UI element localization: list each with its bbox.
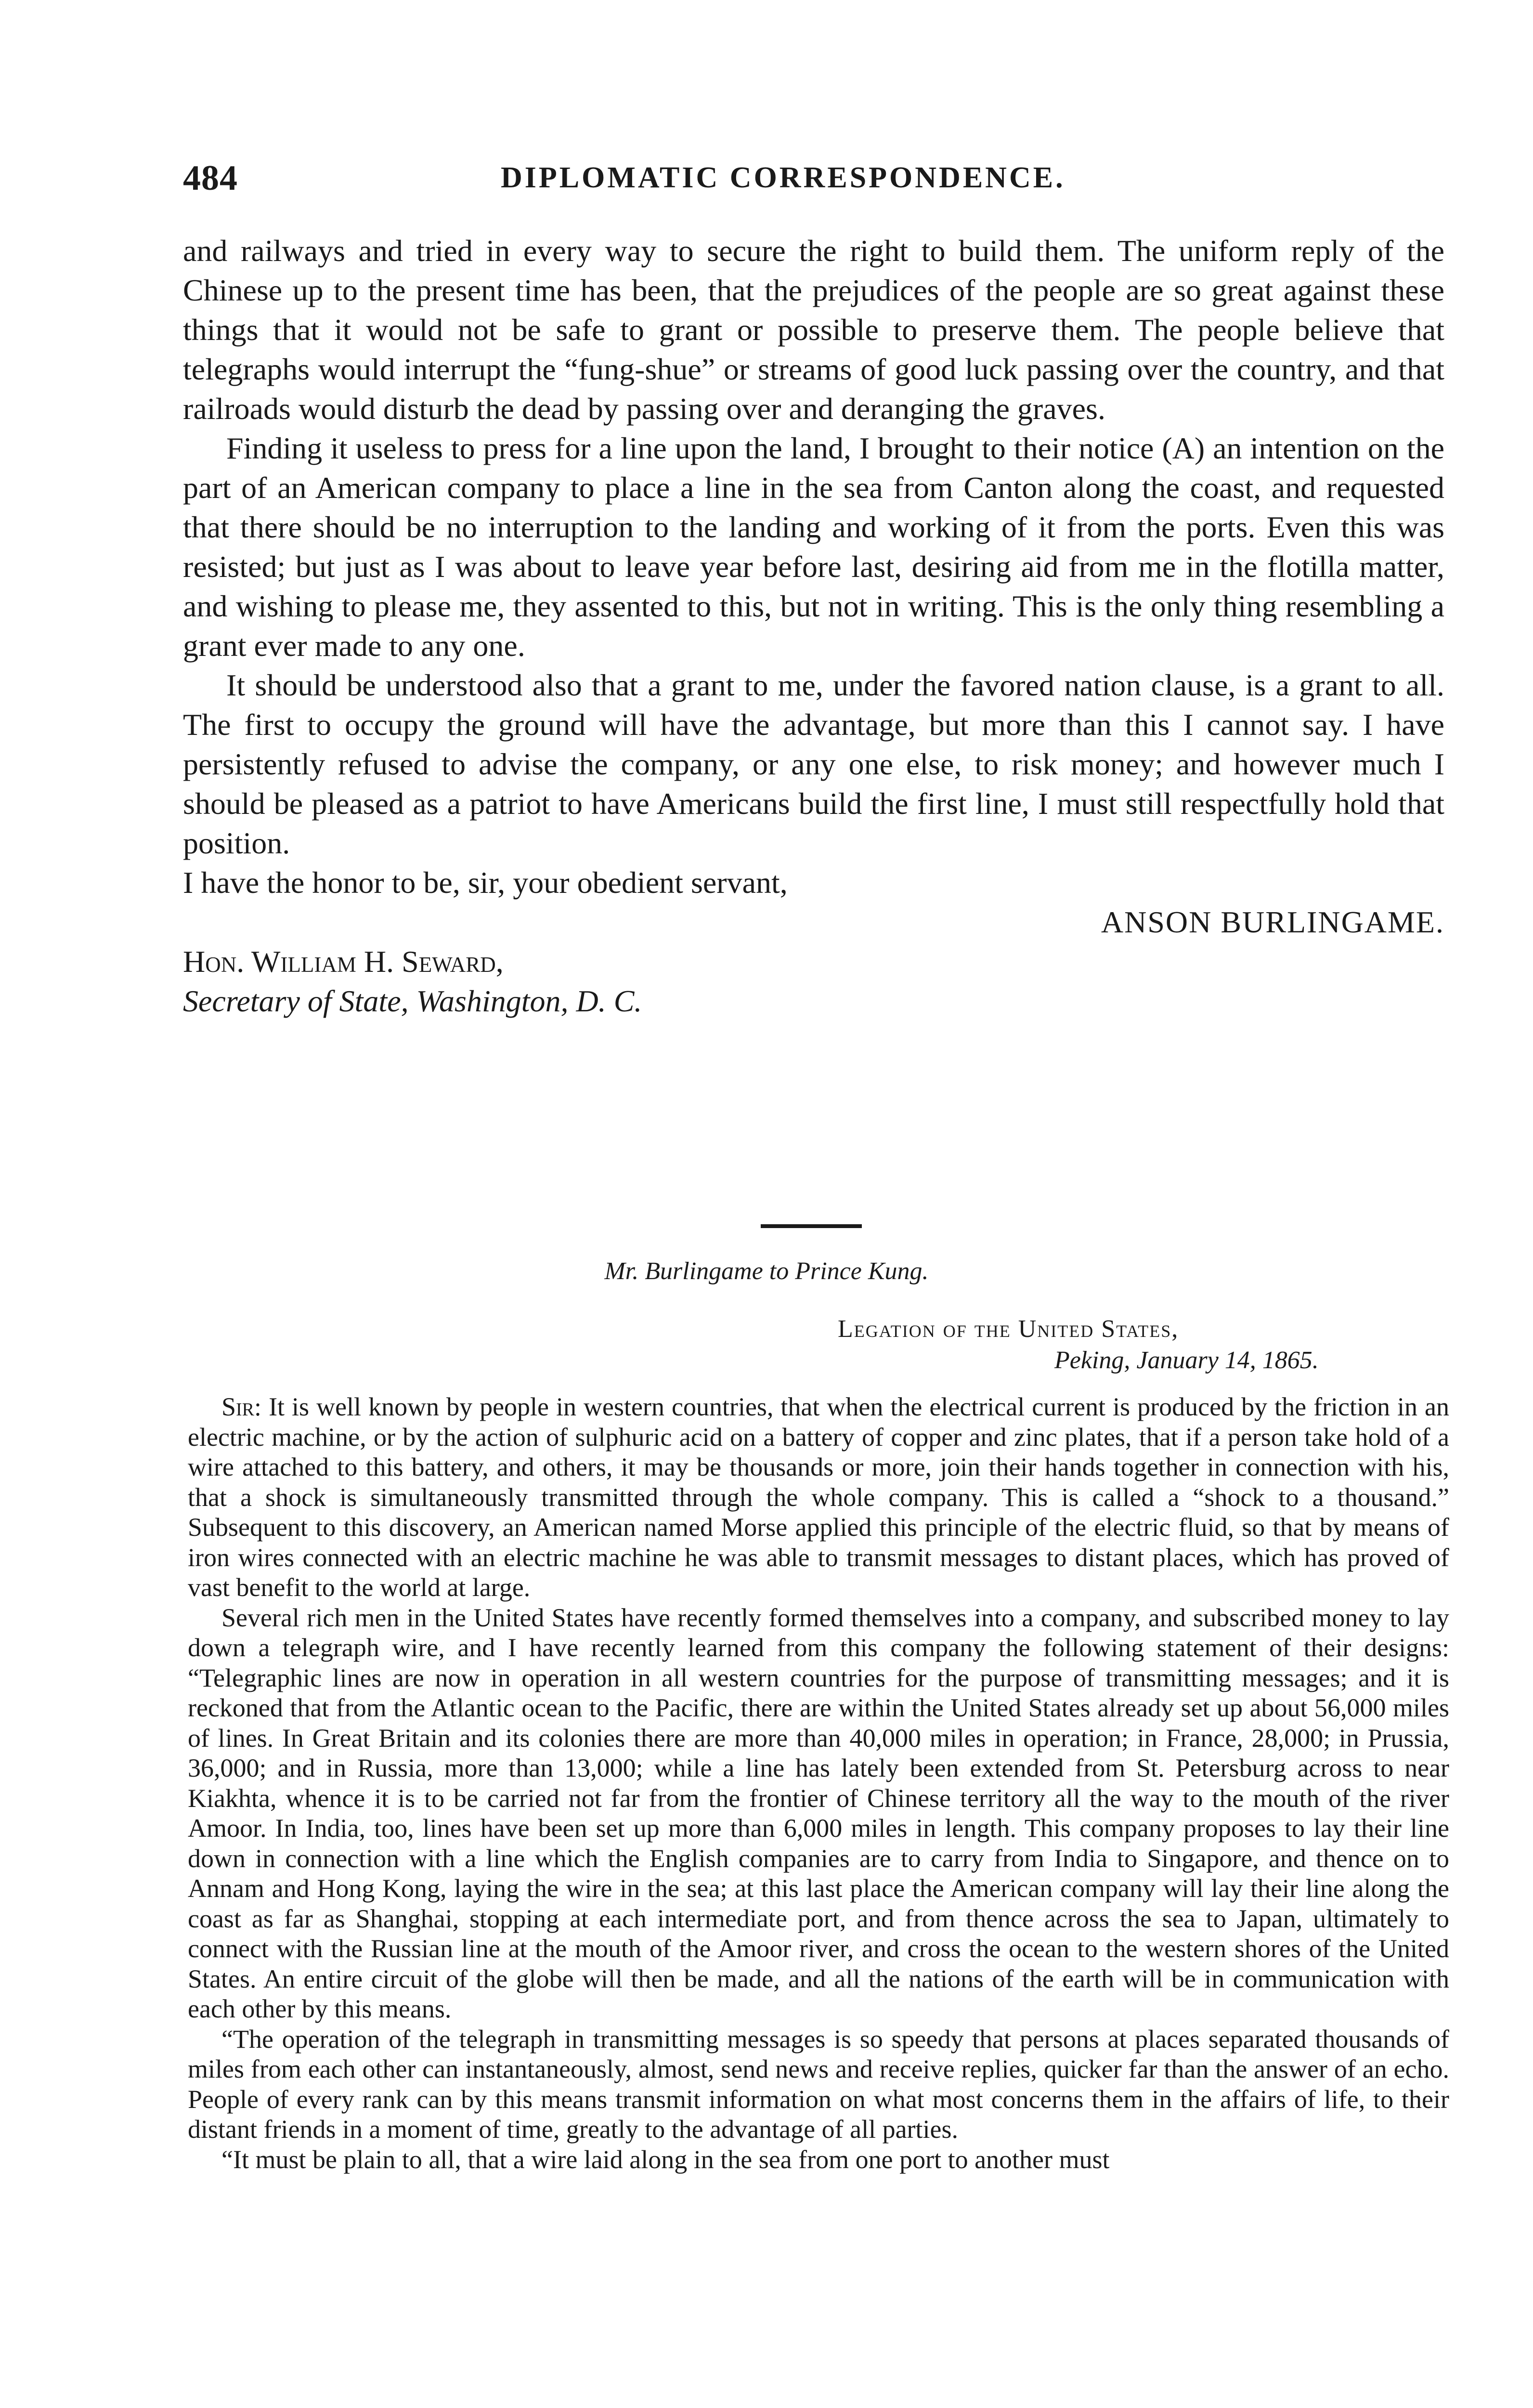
salutation: Sir:: [221, 1392, 262, 1421]
dispatch-paragraph-text: It is well known by people in western countries, that when the electrical current is produced by the friction in an electric machine, or by the action of sulphuric acid on a battery of copper and zinc plates, that if a person take hold of a wire attached to this battery, and others, it may be thousands or more, join their hands together in connection with his, that a shock is simultaneously transmitted through the whole company. This is called a “shock to a thousand.” Subsequent to this discovery, an American named Morse applied this principle of the electric fluid, so that by means of iron wires connected with an electric machine he was able to transmit messages to distant places, which has proved of vast benefit to the world at large.: [188, 1392, 1450, 1602]
addressee-title: Secretary of State, Washington, D. C.: [183, 984, 642, 1018]
signature: ANSON BURLINGAME.: [1101, 905, 1444, 939]
dispatch-paragraph: Several rich men in the United States have recently formed themselves into a company, and subscribed money to lay down a telegraph wire, and I have recently learned from this company the following statement of their designs: “Telegraphic lines are now in operation in all western countries for the purpose of transmitting messages; and it is reckoned that from the Atlantic ocean to the Pacific, there are within the United States already set up about 56,000 miles of lines. In Great Britain and its colonies there are more than 40,000 miles in operation; in France, 28,000; in Prussia, 36,000; and in Russia, more than 13,000; while a line has lately been extended from St. Petersburg across to near Kiakhta, whence it is to be carried not far from the frontier of Chinese territory all the way to the mouth of the river Amoor. In India, too, lines have been set up more than 6,000 miles in length. This company proposes to lay their line down in connection with a line which the English companies are to carry from India to Singapore, and thence on to Annam and Hong Kong, laying the wire in the sea; at this last place the American company will lay their line along the coast as far as Shanghai, stopping at each intermediate port, and from thence across the sea to Japan, ultimately to connect with the Russian line at the mouth of the Amoor river, and cross the ocean to the western shores of the United States. An entire circuit of the globe will then be made, and all the nations of the earth will be in communication with each other by this means.: [188, 1603, 1449, 2023]
letter-paragraph: Finding it useless to press for a line upon the land, I brought to their notice (A) an intention on the part of an American company to place a line in the sea from Canton along the coast, and requested that there should be no interruption to the landing and working of it from the ports. Even this was resisted; but just as I was about to leave year before last, desiring aid from me in the flotilla matter, and wishing to please me, they assented to this, but not in writing. This is the only thing resembling a grant ever made to any one.: [183, 431, 1444, 663]
place-date: Peking, January 14, 1865.: [1054, 1347, 1319, 1374]
page-number: 484: [183, 158, 238, 198]
dispatch-paragraph: “It must be plain to all, that a wire laid along in the sea from one port to another must: [221, 2145, 1110, 2174]
legation-heading: Legation of the United States,: [838, 1315, 1179, 1343]
letter-paragraph: It should be understood also that a grant to me, under the favored nation clause, is a grant to all. The first to occupy the ground will have the advantage, but more than this I cannot say. I have persistently refused to advise the company, or any one else, to risk money; and however much I should be pleased as a patriot to have Americans build the first line, I must still respectfully hold that position.: [183, 668, 1444, 860]
running-head: DIPLOMATIC CORRESPONDENCE.: [501, 161, 1065, 194]
page-header: [183, 158, 1358, 211]
letter-closing: I have the honor to be, sir, your obedient servant,: [183, 865, 788, 900]
dispatch-body: [188, 1392, 1449, 2174]
dispatch-paragraph: “The operation of the telegraph in transmitting messages is so speedy that persons at places separated thousands of miles from each other can instantaneously, almost, send news and receive replies, quicker far than the answer of an echo. People of every rank can by this means transmit information on what most concerns them in the affairs of life, to their distant friends in a moment of time, greatly to the advantage of all parties.: [188, 2024, 1449, 2144]
dispatch-paragraph: [188, 1392, 1449, 1603]
addressee-name: Hon. William H. Seward,: [183, 944, 504, 979]
letter-body: [183, 231, 1444, 1021]
letter-paragraph: and railways and tried in every way to secure the right to build them. The uniform reply of the Chinese up to the present time has been, that the prejudices of the people are so great against these things that it would not be safe to grant or possible to preserve them. The people believe that telegraphs would interrupt the “fung-shue” or streams of good luck passing over the country, and that railroads would disturb the dead by passing over and deranging the graves.: [183, 234, 1444, 426]
document-title: Mr. Burlingame to Prince Kung.: [604, 1257, 929, 1285]
section-divider: [761, 1224, 862, 1228]
